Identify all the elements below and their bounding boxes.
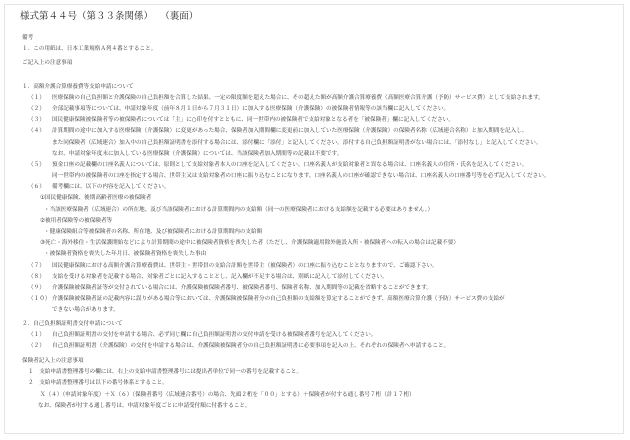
section1-item-continued: なお、申請対象年度末に加入している医療保険（介護保険）については、当該保険者加入期間等の記載は不要です。 bbox=[52, 150, 343, 157]
remarks-subitem: ①国民健康保険、後期高齢者医療の被保険者 bbox=[40, 195, 152, 202]
section2-title: ２．自己負担額証明書交付申請について bbox=[22, 320, 123, 327]
remarks-subitem: ③死亡・海外移住・生活保護開始などにより計算期間の途中に被保険者資格を喪失した者（ただし、介護保険適用除外施設入所・被保険者への転入の場合は記載不要） bbox=[40, 240, 459, 247]
remarks-title: 備考 bbox=[22, 35, 34, 41]
section2-item: （１） 自己負担額証明書の交付を申請する場合、必ず同じ欄に自己負担額証明書の交付申請を受ける被保険者番号を記入してください。 bbox=[28, 331, 377, 338]
section1-item-continued: また同保険者（広域連合）加入中の自己負担額証明書を添付する場合には、添付欄に「添付」と記入してください。添付する自己負担額証明書がない場合には、「添付なし」と記入してください。 bbox=[52, 139, 542, 146]
insurer-notes-title: 保険者記入上の注意事項 bbox=[22, 358, 84, 365]
section1-item: （９） 介護保険被保険者証等が交付されている場合には、介護保険被保険者番号、被保険者番号、保険者名称、加入期間等の記載を省略することができます。 bbox=[28, 284, 432, 291]
section1-item: （１０） 介護保険被保険者証の記載内容に誤りがある場合等においては、介護保険被保険者分の自己負担額の支給額を算定することができず、高額医療合算介護（予防）サービス費の支給が bbox=[28, 296, 505, 303]
remarks-subitem: ②被用者保険等の被保険者等 bbox=[40, 217, 113, 224]
section1-item-continued: できない場合があります。 bbox=[52, 307, 119, 314]
section1-item: （５） 預金口座の記載欄の口座名義人については、原則として支給対象者本人の口座を記入してください。口座名義人が支給対象者と異なる場合は、口座名義人の住所・氏名を記入してください。 bbox=[28, 161, 528, 168]
section1-title: １．高額介護合算療養費等支給申請について bbox=[22, 83, 134, 90]
remarks-bullet: ・健康保険組合等被保険者の名称、所在地、及び被保険者における計算期間内の支給額 bbox=[44, 229, 263, 235]
section1-item: （４） 計算期間の途中に加入する医療保険（介護保険）に変更があった場合、保険者加入期間欄に変更前に加入していた医療保険（介護保険）の保険者名称（広域連合名称）と加入期間を記入し、 bbox=[28, 128, 528, 135]
remarks-item: １．この用紙は、日本工業規格Ａ列４番とすること。 bbox=[22, 46, 157, 53]
insurer-note-continued: なお、保険者が付する通し番号は、申請対象年度ごとに申請受付順に付番すること。 bbox=[38, 402, 251, 409]
section1-item: （７） 国民健康保険における高額介護合算療養費は、世帯主・世帯員の支給合計額を世帯主（被保険者）の口座に振り込むこととなりますので、ご確認下さい。 bbox=[28, 262, 438, 269]
section1-item-continued: 同一世帯内の被保険者の口座を指定する場合、世帯主又は支給対象者の口座に振り込むことになります。口座名義人の口座が確認できない場合は、口座名義人の口座番号等を必ず記入してください。 bbox=[52, 173, 550, 180]
form-number: 様式第４４号（第３３条関係） bbox=[20, 11, 154, 22]
remarks-bullet: ・当該医療保険者（広域連合）の所在地、及び当該保険者における計算期間内の支給額（同一の医療保険者における支給額を記載する必要はありません。） bbox=[44, 206, 434, 213]
section1-item: （１） 医療保険の自己負担額と介護保険の自己負担額を合算した結果、一定の限度額を超えた場合に、その超えた額が高額介護合算療養費（高額医療合算介護（予防）サービス費）として支給されます。 bbox=[28, 94, 544, 101]
remarks-bullet: ・被保険者資格を喪失した年月日、被保険者資格を喪失した事由 bbox=[44, 251, 207, 258]
insurer-note: ２ 支給申請書整理番号は以下の番号体系とすること。 bbox=[28, 380, 168, 387]
insurer-note-continued: Ｘ（４）（申請対象年度）＋Ｘ（６）（保険者番号（広域連合番号）の場合、先頭２桁を「００」とする）＋保険者が付する通し番号７桁（計１７桁） bbox=[40, 391, 415, 398]
section1-item: （２） 全部記載事項等については、申請対象年度（前年８月１日から７月３１日）に加入する医療保険（介護保険）の被保険者情報等の該当欄に記入してください。 bbox=[28, 105, 450, 112]
section1-item: （３） 国民健康保険被保険者等の被保険者については「主」に○印を付すとともに、同一世帯内の被保険者で支給対象となる者を「被保険者」欄に記入してください。 bbox=[28, 117, 454, 124]
section1-item: （８） 支給を受ける対象者を記載する場合、対象者ごとに記入することとし、記入欄が不足する場合は、別紙に記入して添付してください。 bbox=[28, 273, 388, 280]
insurer-note: １ 支給申請書整理番号の欄には、右上の支給申請書整理番号には提出者単位で同一の番号を記載すること。 bbox=[28, 369, 303, 376]
form-header bbox=[0, 10, 630, 24]
form-side-label: （裏面） bbox=[165, 11, 199, 22]
section2-item: （２） 自己負担額証明書（介護保険）の交付を申請する場合は、介護保険被保険者分の自己負担額証明書に必要事項を記入の上、それぞれの保険者へ申請すること。 bbox=[28, 342, 450, 349]
instructions-title: ご記入上の注意事項 bbox=[22, 60, 73, 67]
section1-item: （６） 備考欄には、以下の内容を記入してください。 bbox=[28, 184, 170, 191]
